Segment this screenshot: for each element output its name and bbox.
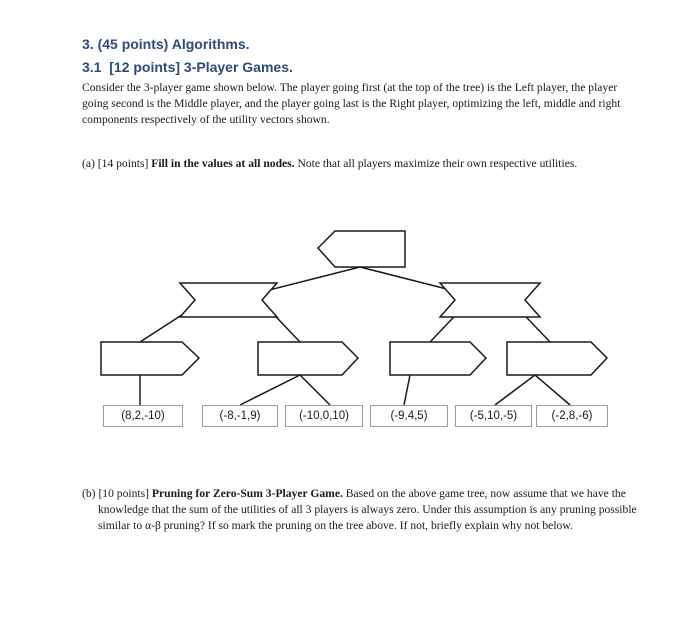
section-heading: 3. (45 points) Algorithms.: [82, 36, 250, 52]
part-b-bold: Pruning for Zero-Sum 3-Player Game.: [151, 487, 343, 500]
leaf-utility-2: (-8,-1,9): [202, 405, 278, 427]
part-b-points: [10 points]: [98, 487, 149, 500]
part-a-points: [14 points]: [97, 157, 149, 170]
leaf-utility-1: (8,2,-10): [103, 405, 183, 427]
leaf-utility-6: (-2,8,-6): [536, 405, 608, 427]
tree-edge: [495, 375, 535, 405]
tree-edge: [300, 375, 330, 405]
part-a-label: (a): [82, 157, 95, 170]
part-b-question: [82, 486, 638, 534]
leaf-utility-5: (-5,10,-5): [455, 405, 532, 427]
middle-node-right: [440, 283, 540, 317]
intro-paragraph: Consider the 3-player game shown below. The player going first (at the top of the tree) is the Left player, the player going second is the Middle player, and the player going last is the Right player, optimizing the left, middle and right components respectively of the utility vectors shown.: [82, 81, 621, 126]
tree-edge: [240, 375, 300, 405]
leaf-utility-4: (-9,4,5): [370, 405, 448, 427]
part-a-bold: Fill in the values at all nodes.: [151, 157, 295, 170]
tree-edge: [535, 375, 570, 405]
middle-node-left: [180, 283, 277, 317]
part-b-text: Based on the above game tree, now assume that we have the knowledge that the sum of the utilities of all 3 players is always zero. Under this assumption is any pruning possible similar to α-β pruning? If so mark the pruning on the tree above. If not, briefly explain why not below.: [98, 487, 637, 532]
subsection-heading: 3.1 [12 points] 3-Player Games.: [82, 59, 293, 75]
right-node-4: [507, 342, 607, 375]
root-node-left-player: [318, 231, 405, 267]
leaf-utility-3: (-10,0,10): [285, 405, 363, 427]
right-node-1: [101, 342, 199, 375]
right-node-3: [390, 342, 486, 375]
tree-edge: [404, 375, 410, 405]
part-b-label: (b): [82, 487, 96, 500]
part-a-text: Note that all players maximize their own respective utilities.: [297, 157, 578, 170]
right-node-2: [258, 342, 358, 375]
